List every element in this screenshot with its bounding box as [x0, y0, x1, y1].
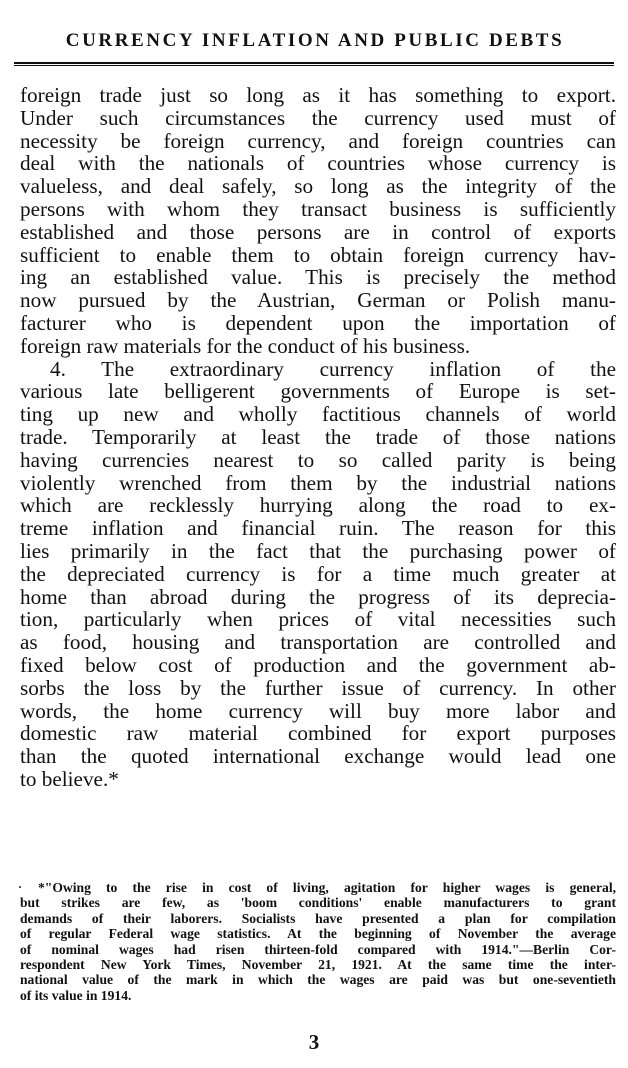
footnote-line: demands of their laborers. Socialists have presented a plan for compilation — [20, 910, 616, 926]
body-line: foreign trade just so long as it has something to export. — [20, 83, 616, 107]
body-line: facturer who is dependent upon the importation of — [20, 310, 616, 335]
running-header: CURRENCY INFLATION AND PUBLIC DEBTS — [65, 30, 565, 51]
footnote-line: *"Owing to the rise in cost of living, agitation for higher wages is general, — [38, 880, 616, 895]
body-text — [20, 84, 616, 791]
body-line: ing an established value. This is precisely the method — [20, 265, 616, 290]
body-line: words, the home currency will buy more labor and — [20, 698, 616, 723]
body-line: having currencies nearest to so called parity is being — [20, 447, 616, 472]
body-line: the depreciated currency is for a time much greater at — [20, 561, 616, 586]
body-line: established and those persons are in control of exports — [20, 219, 616, 244]
body-line: ting up new and wholly factitious channels of world — [20, 402, 616, 427]
body-line: violently wrenched from them by the industrial nations — [20, 470, 616, 495]
footnote-line: of its value in 1914. — [20, 987, 132, 1003]
body-line: home than abroad during the progress of its deprecia- — [20, 584, 616, 609]
body-line: tion, particularly when prices of vital necessities such — [20, 607, 616, 632]
footnote-line: of regular Federal wage statistics. At the beginning of November the average — [20, 926, 616, 942]
footnote-line: of nominal wages had risen thirteen-fold compared with 1914."—Berlin Cor- — [20, 941, 616, 957]
body-line: necessity be foreign currency, and foreign countries can — [20, 128, 616, 153]
body-line: various late belligerent governments of Europe is set- — [20, 379, 616, 404]
header-rule-thick — [14, 62, 614, 64]
body-line: as food, housing and transportation are controlled and — [20, 630, 616, 655]
footnote-line: respondent New York Times, November 21, 1921. At the same time the inter- — [20, 957, 616, 973]
body-line: trade. Temporarily at least the trade of those nations — [20, 424, 616, 449]
body-line: valueless, and deal safely, so long as the integrity of the — [20, 174, 616, 199]
body-line: domestic raw material combined for export purposes — [20, 721, 616, 746]
header-rule-thin — [14, 65, 614, 66]
body-line: deal with the nationals of countries whose currency is — [20, 151, 616, 176]
body-line: sufficient to enable them to obtain foreign currency hav- — [20, 242, 616, 267]
body-line: to believe.* — [20, 766, 119, 791]
footnote-line: but strikes are few, as 'boom conditions' enable manufacturers to grant — [20, 895, 616, 911]
body-line: which are recklessly hurrying along the road to ex- — [20, 493, 616, 518]
body-line: persons with whom they transact business is sufficiently — [20, 196, 616, 221]
page-number: 3 — [308, 1030, 320, 1054]
footnote-mark: · — [18, 880, 23, 894]
footnote-line: national value of the mark in which the wages are paid was but one-seventieth — [20, 972, 616, 988]
body-line: now pursued by the Austrian, German or Polish manu- — [20, 288, 616, 313]
body-line: sorbs the loss by the further issue of currency. In other — [20, 675, 616, 700]
body-line: lies primarily in the fact that the purchasing power of — [20, 538, 616, 563]
body-line: treme inflation and financial ruin. The reason for this — [20, 516, 616, 541]
body-line: foreign raw materials for the conduct of his business. — [20, 333, 471, 358]
body-line: Under such circumstances the currency used must of — [20, 105, 616, 130]
body-line: than the quoted international exchange would lead one — [20, 744, 616, 769]
body-line: fixed below cost of production and the government ab- — [20, 652, 616, 677]
footnote — [20, 880, 616, 1003]
paragraph-4-first-line: 4. The extraordinary currency inflation of the — [50, 356, 616, 381]
